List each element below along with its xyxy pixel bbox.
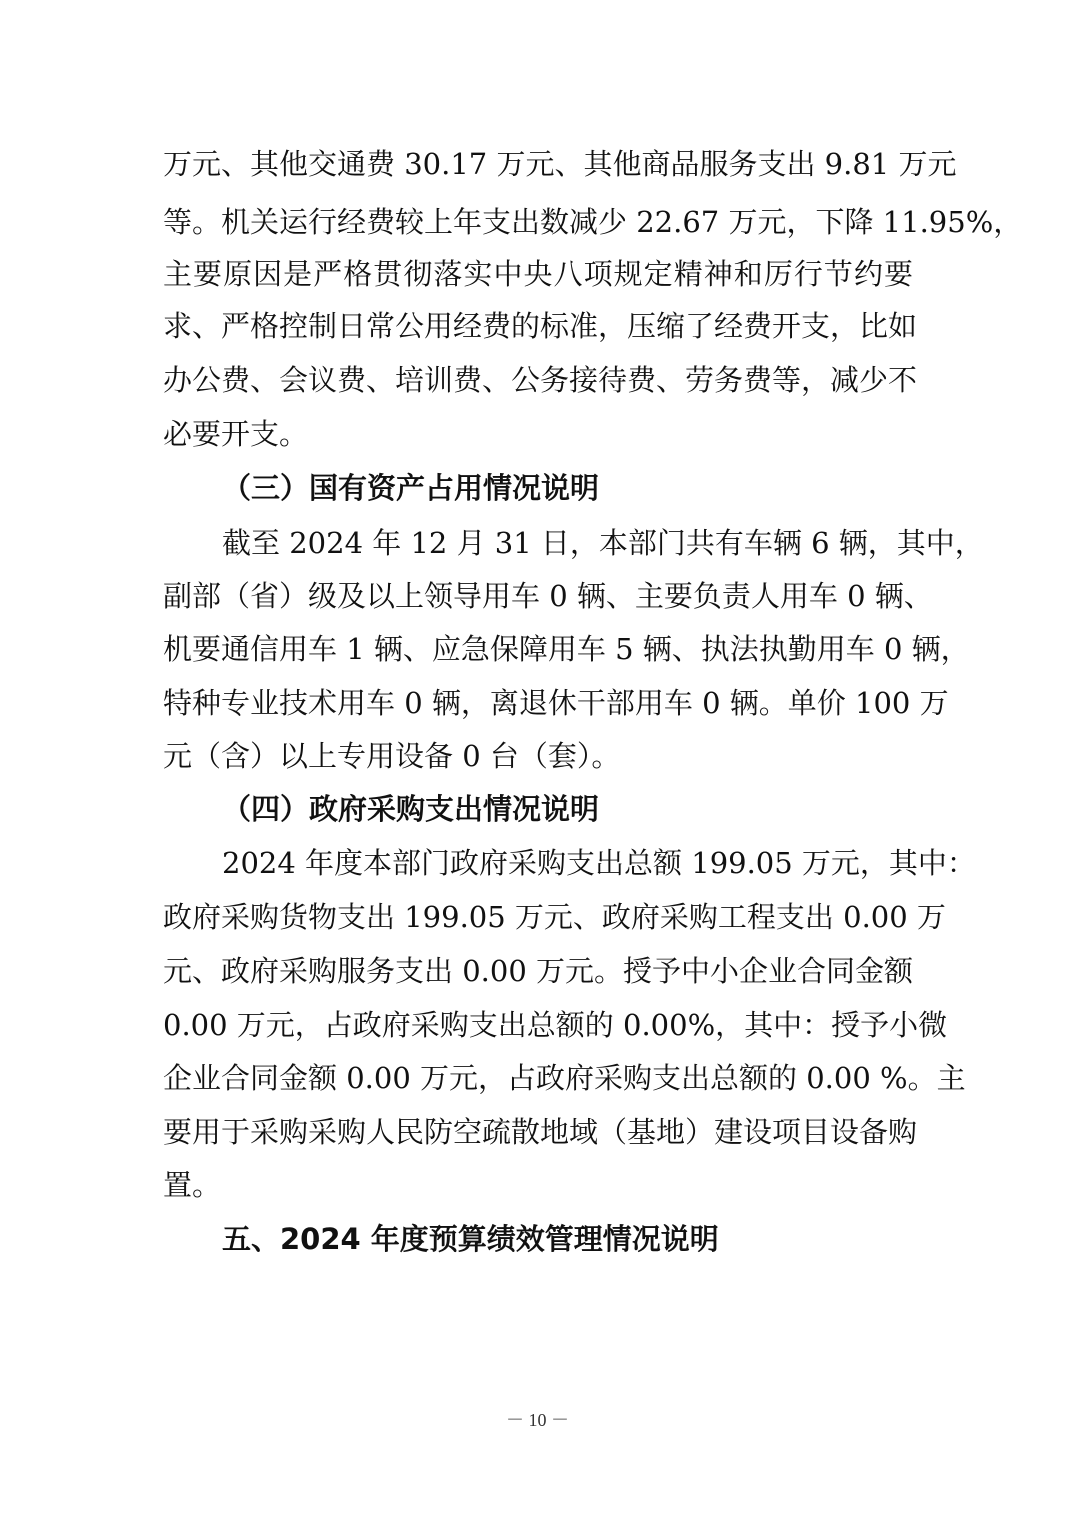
- body-text-line: 2024 年度本部门政府采购支出总额 199.05 万元，其中：: [222, 846, 976, 880]
- body-text-line: 主要原因是严格贯彻落实中央八项规定精神和厉行节约要: [163, 257, 913, 291]
- body-text-line: 0.00 万元，占政府采购支出总额的 0.00%，其中：授予小微: [163, 1008, 948, 1042]
- body-text-line: 办公费、会议费、培训费、公务接待费、劳务费等，减少不: [163, 363, 918, 397]
- body-text-line: 副部（省）级及以上领导用车 0 辆、主要负责人用车 0 辆、: [163, 579, 933, 613]
- body-text-line: 机要通信用车 1 辆、应急保障用车 5 辆、执法执勤用车 0 辆，: [163, 632, 970, 666]
- body-text-line: 等。机关运行经费较上年支出数减少 22.67 万元，下降 11.95%，: [163, 205, 1023, 239]
- body-text-line: 截至 2024 年 12 月 31 日，本部门共有车辆 6 辆，其中，: [222, 526, 984, 560]
- body-text-line: 万元、其他交通费 30.17 万元、其他商品服务支出 9.81 万元: [163, 147, 957, 181]
- subsection-heading-procurement: （四）政府采购支出情况说明: [222, 792, 600, 826]
- body-text-line: 必要开支。: [163, 417, 309, 451]
- body-text-line: 政府采购货物支出 199.05 万元、政府采购工程支出 0.00 万: [163, 900, 946, 934]
- page-number: － 10 －: [506, 1410, 569, 1430]
- body-text-line: 特种专业技术用车 0 辆，离退休干部用车 0 辆。单价 100 万: [163, 686, 949, 720]
- body-text-line: 要用于采购采购人民防空疏散地域（基地）建设项目设备购: [163, 1115, 918, 1149]
- body-text-line: 企业合同金额 0.00 万元，占政府采购支出总额的 0.00 %。主: [163, 1061, 966, 1095]
- body-text-line: 元（含）以上专用设备 0 台（套）。: [163, 739, 621, 773]
- body-text-line: 置。: [163, 1168, 222, 1202]
- body-text-line: 求、严格控制日常公用经费的标准，压缩了经费开支，比如: [163, 309, 918, 343]
- subsection-heading-assets: （三）国有资产占用情况说明: [222, 471, 600, 505]
- section-heading-performance: 五、2024 年度预算绩效管理情况说明: [222, 1222, 719, 1256]
- body-text-line: 元、政府采购服务支出 0.00 万元。授予中小企业合同金额: [163, 954, 914, 988]
